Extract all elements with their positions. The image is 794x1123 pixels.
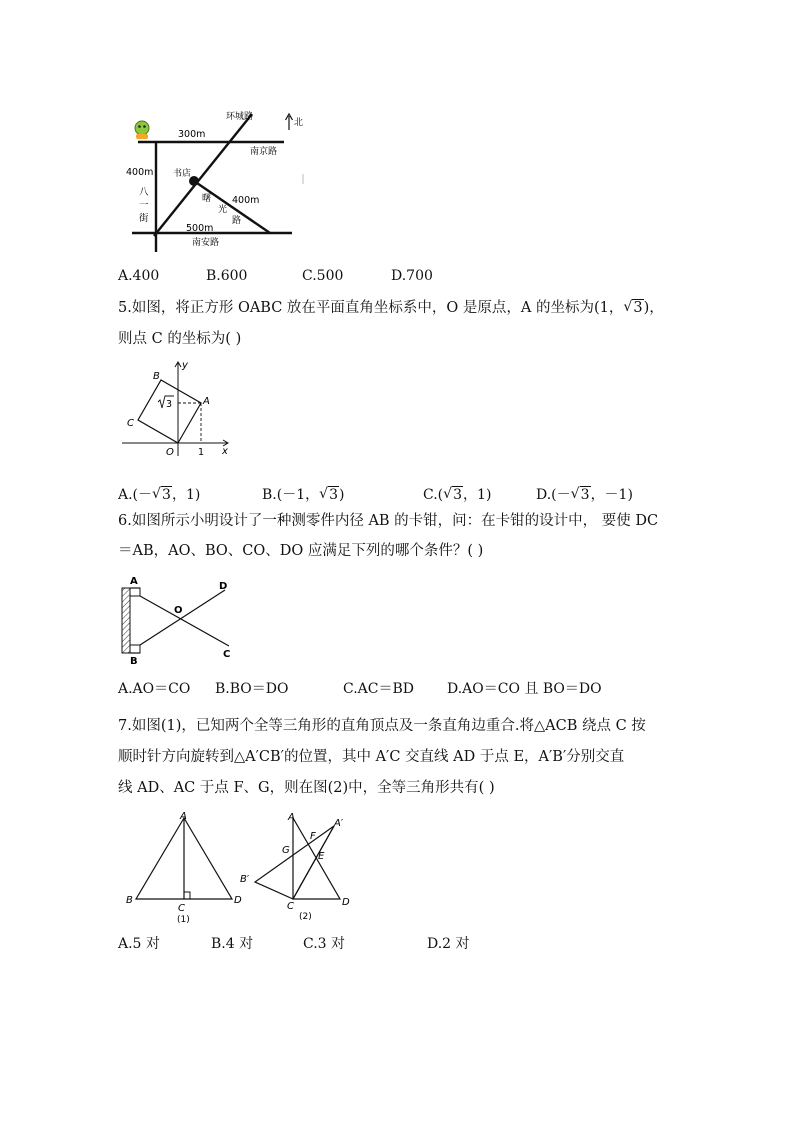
- fig2-e: E: [318, 851, 325, 862]
- square-coordinate-figure: [118, 358, 233, 458]
- q5-option-d: D.(－√ 3，－1): [536, 485, 633, 505]
- road-nanjing: 南京路: [250, 147, 278, 157]
- point-o: O: [166, 447, 174, 458]
- axis-y-label: y: [182, 360, 188, 371]
- fig1-a: A: [180, 811, 187, 822]
- dist-300: 300m: [178, 129, 206, 140]
- fig2-d: D: [342, 897, 350, 908]
- q4-option-c: C.500: [302, 268, 344, 284]
- caliper-a: A: [130, 576, 138, 587]
- point-c: C: [127, 418, 134, 429]
- bookstore-label: 书店: [173, 169, 192, 179]
- north-label: 北: [294, 118, 304, 128]
- fig1-d: D: [234, 895, 242, 906]
- point-b: B: [153, 371, 160, 382]
- q5-stem-line2: 则点 C 的坐标为( ): [118, 331, 242, 347]
- sqrt3-label: 3: [166, 399, 173, 410]
- fig2-g: G: [282, 845, 290, 856]
- fig1-b: B: [126, 895, 133, 906]
- q6-stem-line2: ＝AB，AO、BO、CO、DO 应满足下列的哪个条件？( ): [118, 543, 484, 559]
- road-shuguang-3: 路: [232, 216, 242, 226]
- caliper-c: C: [223, 649, 231, 660]
- axis-x-label: x: [222, 446, 228, 457]
- q5-option-a: A.(－√ 3，1): [118, 485, 200, 505]
- q5-option-c: C.(√ 3，1): [423, 485, 491, 505]
- fig1-c: C: [178, 903, 185, 914]
- q6-option-b: B.BO＝DO: [215, 681, 289, 697]
- fig2-ap: A′: [334, 818, 344, 829]
- q5-stem-line1: 5.如图，将正方形 OABC 放在平面直角坐标系中，O 是原点，A 的坐标为(1，√ 3)，: [118, 298, 664, 318]
- q5-option-b: B.(－1，√ 3): [262, 485, 345, 505]
- q7-option-a: A.5 对: [118, 936, 160, 952]
- road-shuguang-1: 曙: [202, 194, 212, 204]
- q4-option-b: B.600: [206, 268, 248, 284]
- q7-option-c: C.3 对: [303, 936, 346, 952]
- dist-400-right: 400m: [232, 195, 260, 206]
- person-icon: [135, 121, 149, 139]
- north-arrow-icon: [286, 114, 293, 130]
- caliper-figure: [118, 572, 243, 668]
- road-bayi-2: 一: [139, 200, 149, 211]
- road-bayi-3: 街: [139, 213, 149, 224]
- dist-500: 500m: [186, 223, 214, 234]
- tick-one: 1: [198, 447, 205, 458]
- q6-stem-line1: 6.如图所示小明设计了一种测零件内径 AB 的卡钳，问：在卡钳的设计中， 要使 DC: [118, 513, 659, 529]
- q6-option-a: A.AO＝CO: [118, 681, 191, 697]
- fig2-f: F: [310, 831, 316, 842]
- map-figure: [118, 104, 318, 254]
- fig2-a: A: [288, 812, 295, 823]
- fig2-bp: B′: [240, 874, 250, 885]
- dist-400-left: 400m: [126, 167, 154, 178]
- q7-option-d: D.2 对: [427, 936, 470, 952]
- q4-option-a: A.400: [118, 268, 160, 284]
- q7-stem-line3: 线 AD、AC 于点 F、G，则在图(2)中，全等三角形共有( ): [118, 780, 495, 796]
- road-nanan: 南安路: [192, 238, 220, 248]
- q7-stem-line1: 7.如图(1)，已知两个全等三角形的直角顶点及一条直角边重合.将△ACB 绕点 C 按: [118, 718, 646, 734]
- q7-option-b: B.4 对: [211, 936, 254, 952]
- point-a: A: [203, 396, 210, 407]
- q6-option-c: C.AC＝BD: [343, 681, 414, 697]
- triangle-figure-2: [238, 810, 363, 925]
- caliper-d: D: [219, 581, 228, 592]
- caliper-o: O: [174, 605, 183, 616]
- road-bayi-1: 八: [139, 187, 149, 198]
- caliper-b: B: [130, 656, 138, 667]
- triangle-figure-1: [122, 810, 247, 925]
- q7-stem-line2: 顺时针方向旋转到△A′CB′的位置，其中 A′C 交直线 AD 于点 E，A′B′分别交直: [118, 749, 625, 765]
- fig1-caption: (1): [177, 915, 190, 925]
- fig2-c: C: [287, 901, 294, 912]
- q4-option-d: D.700: [391, 268, 433, 284]
- road-shuguang-2: 光: [218, 205, 228, 215]
- q6-option-d: D.AO＝CO 且 BO＝DO: [447, 681, 602, 697]
- road-huancheng: 环城路: [226, 112, 254, 122]
- fig2-caption: (2): [299, 912, 312, 922]
